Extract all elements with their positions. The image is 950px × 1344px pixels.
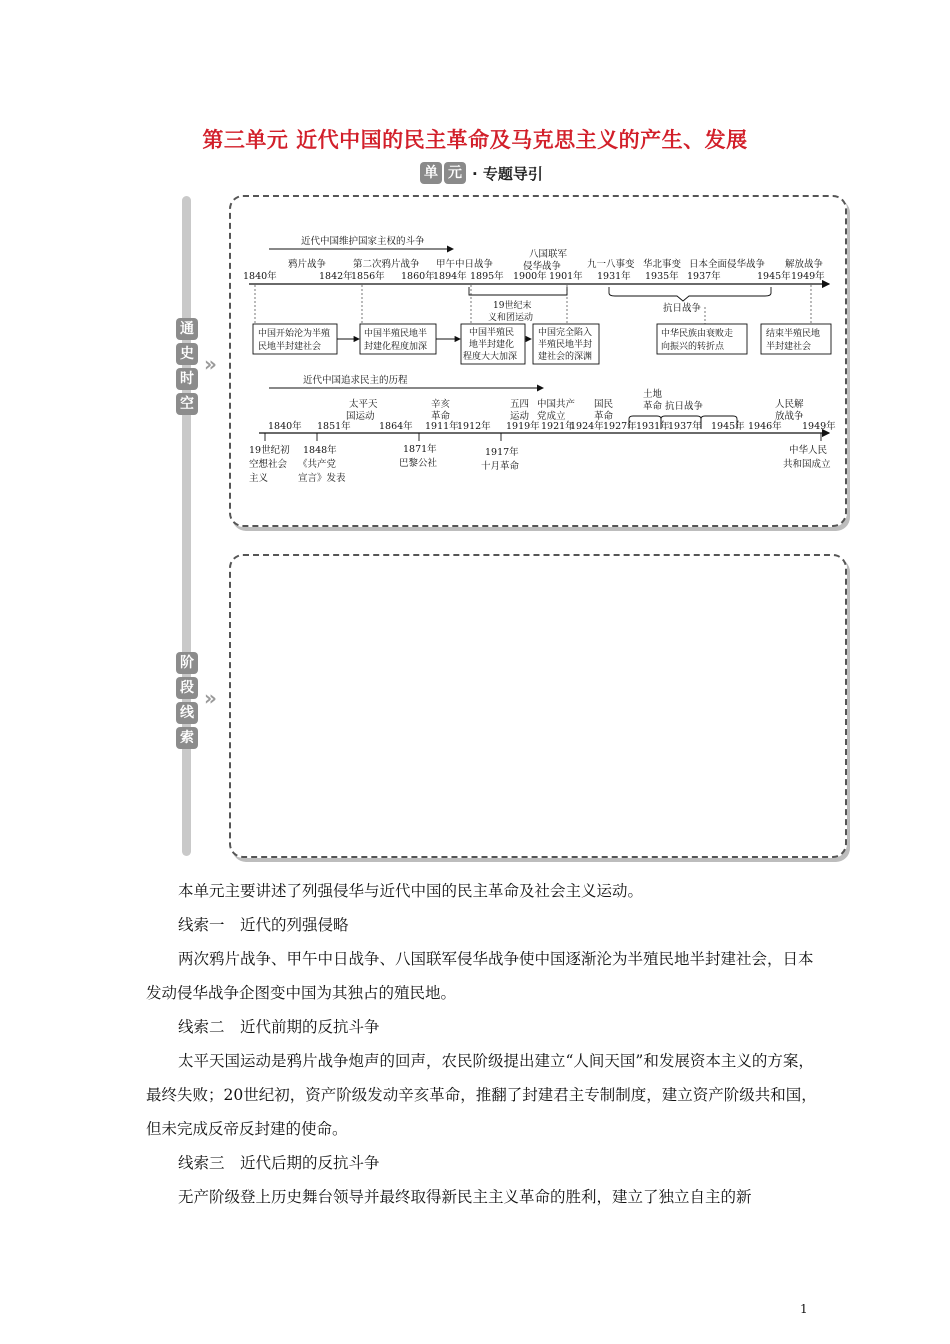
timeline-panel	[229, 195, 847, 527]
event-label: 国民	[594, 399, 614, 410]
clue3-title: 线索三 近代后期的反抗斗争	[178, 1154, 380, 1172]
tag-char: 通	[176, 318, 198, 340]
event-label: 鸦片战争	[288, 259, 327, 270]
event-label: 革命	[643, 401, 663, 412]
below-label: 中华人民	[789, 445, 828, 456]
year-label: 1949年	[791, 271, 825, 282]
event-label: 放战争	[775, 411, 804, 422]
guide-chip-1: 单	[420, 162, 442, 184]
year-label: 1840年	[268, 421, 302, 432]
svg-text:封建化程度加深: 封建化程度加深	[364, 342, 428, 352]
tag-char: 史	[176, 343, 198, 365]
year-label: 1860年	[401, 271, 435, 282]
movement-label: 19世纪末	[493, 301, 532, 311]
below-label: 共和国成立	[783, 459, 831, 470]
chevron-right-icon: »	[204, 352, 217, 376]
timeline1-heading: 近代中国维护国家主权的斗争	[301, 236, 425, 247]
svg-text:民地半封建社会: 民地半封建社会	[258, 342, 322, 352]
clue1-title: 线索一 近代的列强侵略	[178, 916, 349, 934]
tag-char: 段	[176, 677, 198, 699]
year-label: 1900年	[513, 271, 547, 282]
year-label: 1911年	[425, 421, 459, 432]
side-bar	[182, 196, 191, 856]
page-number: 1	[800, 1302, 808, 1316]
year-label: 1931年	[636, 421, 670, 432]
svg-text:中国半殖民地半: 中国半殖民地半	[364, 329, 428, 339]
event-label: 辛亥	[431, 399, 451, 410]
year-label: 1840年	[243, 271, 277, 282]
event-label: 革命	[431, 411, 451, 422]
year-label: 1921年	[541, 421, 575, 432]
event-label: 九一八事变	[587, 259, 635, 270]
page-title: 第三单元 近代中国的民主革命及马克思主义的产生、发展	[202, 128, 748, 152]
event-label: 八国联军	[529, 249, 568, 260]
svg-text:中国开始沦为半殖: 中国开始沦为半殖	[258, 329, 331, 339]
chevron-right-icon: »	[204, 686, 217, 710]
event-label: 运动	[510, 411, 530, 422]
year-label: 1927年	[603, 421, 637, 432]
event-label: 党成立	[537, 411, 566, 422]
tag-char: 阶	[176, 652, 198, 674]
svg-text:半封建社会: 半封建社会	[766, 342, 812, 352]
svg-text:中国半殖民: 中国半殖民	[469, 328, 515, 338]
box-1	[253, 324, 337, 354]
event-label: 国运动	[346, 411, 375, 422]
event-label: 抗日战争	[665, 401, 704, 412]
event-label: 人民解	[775, 399, 804, 410]
event-label: 太平天	[349, 399, 378, 410]
guide-label: · 专题导引	[472, 164, 543, 183]
svg-text:建社会的深渊: 建社会的深渊	[538, 352, 593, 362]
svg-text:中国完全陷入: 中国完全陷入	[538, 328, 593, 338]
below-label: 宣言》发表	[298, 473, 346, 484]
below-label: 《共产党	[298, 459, 337, 470]
below-label: 19世纪初	[249, 445, 290, 456]
below-label: 1871年	[403, 444, 437, 455]
year-label: 1924年	[570, 421, 604, 432]
below-label: 空想社会	[249, 459, 288, 470]
event-label: 甲午中日战争	[436, 259, 494, 270]
tag-tongshi-shikong	[176, 318, 200, 415]
year-label: 1842年	[319, 271, 353, 282]
tag-jieduan-xiansuo	[176, 652, 200, 749]
topic-guide-header	[420, 160, 543, 186]
below-label: 主义	[249, 473, 269, 484]
year-label: 1945年	[711, 421, 745, 432]
year-label: 1945年	[757, 271, 791, 282]
year-label: 1937年	[668, 421, 702, 432]
box-2	[360, 324, 436, 354]
year-label: 1946年	[748, 421, 782, 432]
timeline-diagram	[231, 197, 845, 525]
year-label: 1931年	[597, 271, 631, 282]
year-label: 1937年	[687, 271, 721, 282]
tag-char: 线	[176, 702, 198, 724]
event-label: 侵华战争	[523, 261, 562, 272]
body-text	[146, 874, 818, 1214]
intro-paragraph: 本单元主要讲述了列强侵华与近代中国的民主革命及社会主义运动。	[178, 882, 644, 900]
tag-char: 索	[176, 727, 198, 749]
svg-text:向振兴的转折点: 向振兴的转折点	[661, 342, 725, 352]
year-label: 1851年	[317, 421, 351, 432]
timeline2-heading: 近代中国追求民主的历程	[303, 375, 408, 386]
box-4	[533, 324, 599, 364]
svg-text:中华民族由衰败走: 中华民族由衰败走	[661, 329, 734, 339]
year-label: 1949年	[802, 421, 836, 432]
brace	[609, 287, 771, 301]
bracket	[469, 287, 567, 295]
event-label: 解放战争	[785, 259, 824, 270]
clue3-text: 无产阶级登上历史舞台领导并最终取得新民主主义革命的胜利，建立了独立自主的新	[178, 1188, 752, 1206]
svg-text:程度大大加深: 程度大大加深	[463, 352, 518, 362]
event-label: 中国共产	[537, 399, 576, 410]
event-label: 第二次鸦片战争	[353, 259, 420, 270]
below-label: 1917年	[485, 447, 519, 458]
clue1-text: 两次鸦片战争、甲午中日战争、八国联军侵华战争使中国逐渐沦为半殖民地半封建社会，日本发动侵华战争企图变中国为其独占的殖民地。	[146, 950, 814, 1002]
box-5	[657, 324, 747, 354]
year-label: 1919年	[506, 421, 540, 432]
stage-clues-panel	[229, 554, 847, 858]
event-label: 华北事变	[643, 259, 682, 270]
guide-chip-2: 元	[444, 162, 466, 184]
below-label: 1848年	[303, 445, 337, 456]
svg-text:地半封建化: 地半封建化	[469, 340, 515, 350]
event-label: 五四	[510, 399, 530, 410]
war-label: 抗日战争	[663, 303, 702, 314]
svg-text:半殖民地半封: 半殖民地半封	[538, 340, 593, 350]
event-label: 土地	[643, 389, 663, 400]
event-label: 日本全面侵华战争	[689, 259, 766, 270]
year-label: 1901年	[549, 271, 583, 282]
year-label: 1895年	[470, 271, 504, 282]
box-6	[761, 324, 831, 354]
year-label: 1864年	[379, 421, 413, 432]
movement-label: 义和团运动	[488, 313, 534, 323]
below-label: 巴黎公社	[399, 458, 438, 469]
clue2-text: 太平天国运动是鸦片战争炮声的回声，农民阶级提出建立“人间天国”和发展资本主义的方案，最终失败；20世纪初，资产阶级发动辛亥革命，推翻了封建君主专制制度，建立资产阶级共和国，但未完成反帝反封建的使命。	[146, 1052, 817, 1138]
year-label: 1912年	[457, 421, 491, 432]
clue2-title: 线索二 近代前期的反抗斗争	[178, 1018, 380, 1036]
tag-char: 空	[176, 393, 198, 415]
tag-char: 时	[176, 368, 198, 390]
below-label: 十月革命	[481, 461, 520, 472]
svg-text:结束半殖民地: 结束半殖民地	[766, 329, 821, 339]
year-label: 1935年	[645, 271, 679, 282]
year-label: 1856年	[351, 271, 385, 282]
below-ticks	[265, 433, 821, 441]
box-3	[461, 324, 525, 364]
year-label: 1894年	[433, 271, 467, 282]
event-label: 革命	[594, 411, 614, 422]
